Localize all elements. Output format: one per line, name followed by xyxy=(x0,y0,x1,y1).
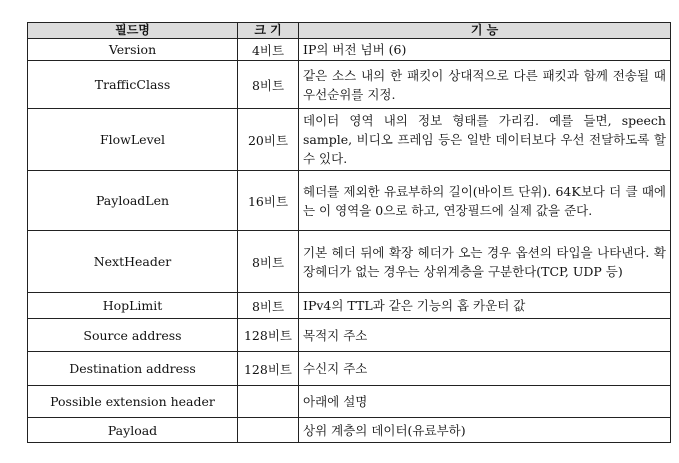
field-name-cell: Destination address xyxy=(28,352,238,386)
size-cell: 16비트 xyxy=(238,171,299,231)
function-cell: 기본 헤더 뒤에 확장 헤더가 오는 경우 옵션의 타입을 나타낸다. 확장헤더가 없는 경우는 상위계층을 구분한다(TCP, UDP 등) xyxy=(299,231,671,293)
table-row xyxy=(28,61,671,109)
size-cell: 128비트 xyxy=(238,319,299,352)
field-name-cell: PayloadLen xyxy=(28,171,238,231)
function-cell: 아래에 설명 xyxy=(299,386,671,418)
size-cell: 20비트 xyxy=(238,109,299,171)
table-row xyxy=(28,386,671,418)
field-name-cell: HopLimit xyxy=(28,293,238,319)
size-cell: 128비트 xyxy=(238,352,299,386)
table-row xyxy=(28,109,671,171)
table-row xyxy=(28,171,671,231)
table-row xyxy=(28,231,671,293)
table-row xyxy=(28,418,671,443)
function-cell: 헤더를 제외한 유료부하의 길이(바이트 단위). 64K보다 더 클 때에는 이 영역을 0으로 하고, 연장필드에 실제 값을 준다. xyxy=(299,171,671,231)
size-cell xyxy=(238,386,299,418)
field-name-cell: Source address xyxy=(28,319,238,352)
size-header: 크 기 xyxy=(238,23,299,39)
field-name-cell: Payload xyxy=(28,418,238,443)
field-name-cell: Version xyxy=(28,39,238,61)
function-header: 기 능 xyxy=(299,23,671,39)
size-cell xyxy=(238,418,299,443)
table-row xyxy=(28,352,671,386)
function-cell: 같은 소스 내의 한 패킷이 상대적으로 다른 패킷과 함께 전송될 때 우선순위를 지정. xyxy=(299,61,671,109)
function-cell: 데이터 영역 내의 정보 형태를 가리킴. 예를 들면, speech sample, 비디오 프레임 등은 일반 데이터보다 우선 전달하도록 할 수 있다. xyxy=(299,109,671,171)
field-name-cell: FlowLevel xyxy=(28,109,238,171)
function-cell: 목적지 주소 xyxy=(299,319,671,352)
field-name-cell: TrafficClass xyxy=(28,61,238,109)
function-cell: IP의 버전 넘버 (6) xyxy=(299,39,671,61)
table-body xyxy=(28,39,671,443)
size-cell: 8비트 xyxy=(238,61,299,109)
table-row xyxy=(28,39,671,61)
size-cell: 4비트 xyxy=(238,39,299,61)
size-cell: 8비트 xyxy=(238,293,299,319)
table-row xyxy=(28,293,671,319)
function-cell: 상위 계층의 데이터(유료부하) xyxy=(299,418,671,443)
table-header xyxy=(28,23,671,39)
field-name-cell: NextHeader xyxy=(28,231,238,293)
function-cell: IPv4의 TTL과 같은 기능의 홉 카운터 값 xyxy=(299,293,671,319)
header-row xyxy=(28,23,671,39)
function-cell: 수신지 주소 xyxy=(299,352,671,386)
field-name-cell: Possible extension header xyxy=(28,386,238,418)
field-name-header: 필드명 xyxy=(28,23,238,39)
table-row xyxy=(28,319,671,352)
size-cell: 8비트 xyxy=(238,231,299,293)
ipv6-header-table xyxy=(27,22,671,443)
